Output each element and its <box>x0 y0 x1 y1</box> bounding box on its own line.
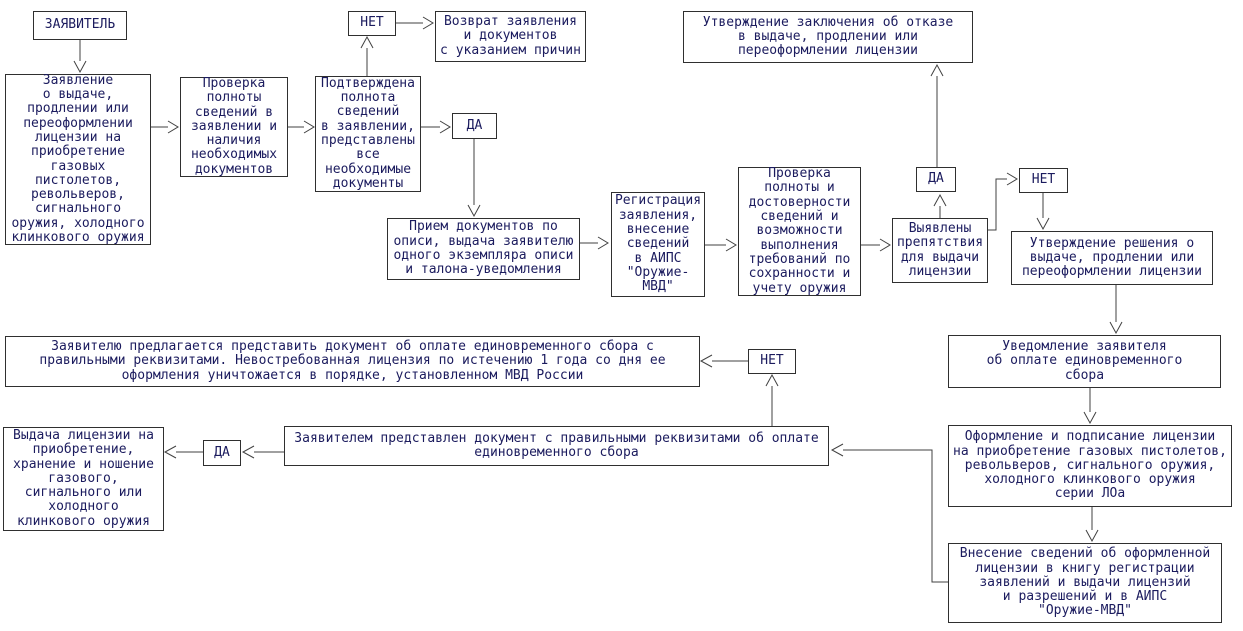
connector-presented-no3 <box>766 375 778 426</box>
node-return-docs: Возврат заявления и документов с указанием причин <box>435 11 586 62</box>
node-issue-license: Выдача лицензии на приобретение, хранение и ношение газового, сигнального или холодного клинкового оружия <box>3 427 164 531</box>
connector-yes1-receive <box>468 139 480 216</box>
connector-check-confirmed <box>288 121 314 133</box>
connector-confirmed-yes1 <box>421 121 450 133</box>
connector-registration-accuracy <box>705 239 736 251</box>
connector-accuracy-obstacles <box>861 239 890 251</box>
node-yes-label-1: ДА <box>452 113 497 139</box>
connector-receive-registration <box>580 237 608 249</box>
connector-application-check <box>151 121 178 133</box>
node-issue-approval: Утверждение решения о выдаче, продлении или переоформлении лицензии <box>1011 231 1213 285</box>
node-offer-payment: Заявителю предлагается представить документ об оплате единовременного сбора с правильными реквизитами. Невостребованная лицензия по истечению 1 года со дня ее оформления уничтожается в порядке, установленном МВД России <box>5 336 700 387</box>
node-no-label-1: НЕТ <box>348 11 396 36</box>
connector-license-prep-record <box>1086 507 1098 541</box>
connector-notify-license-prep <box>1084 388 1096 423</box>
connector-obstacles-yes2 <box>934 195 946 218</box>
node-record-license: Внесение сведений об оформленной лицензии в книгу регистрации заявлений и выдачи лицензий и разрешений и в АИПС "Оружие-МВД" <box>948 543 1222 623</box>
node-check-accuracy: Проверка полноты и достоверности сведений и возможности выполнения требований по сохранности и учету оружия <box>738 167 861 296</box>
node-receive-docs: Прием документов по описи, выдача заявителю одного экземпляра описи и талона-уведомления <box>387 218 580 280</box>
node-check-completeness: Проверка полноты сведений в заявлении и наличия необходимых документов <box>180 77 288 177</box>
node-notify-payment: Уведомление заявителя об оплате единовременного сбора <box>948 335 1221 388</box>
node-applicant: ЗАЯВИТЕЛЬ <box>33 11 127 40</box>
node-license-prep: Оформление и подписание лицензии на приобретение газовых пистолетов, револьверов, сигнального оружия, холодного клинкового оружия серии ЛОа <box>948 425 1232 507</box>
node-confirmed: Подтверждена полнота сведений в заявлении, представлены все необходимые документы <box>315 76 421 192</box>
node-registration: Регистрация заявления, внесение сведений в АИПС "Оружие- МВД" <box>611 192 705 297</box>
node-obstacles: Выявлены препятствия для выдачи лицензии <box>892 218 988 283</box>
node-refusal-approval: Утверждение заключения об отказе в выдаче, продлении или переоформлении лицензии <box>683 11 973 63</box>
node-no-label-2: НЕТ <box>1019 168 1068 193</box>
connector-issue-approval-notify <box>1110 285 1122 333</box>
node-application: Заявление о выдаче, продлении или переоформлении лицензии на приобретение газовых пистолетов, револьверов, сигнального оружия, холодного клинкового оружия <box>5 74 151 245</box>
node-yes-label-2: ДА <box>916 167 956 192</box>
node-presented-doc: Заявителем представлен документ с правильными реквизитами об оплате единовременного сбора <box>284 426 829 466</box>
connector-applicant-application <box>74 40 86 72</box>
node-no-label-3: НЕТ <box>748 349 796 374</box>
connector-no3-offer <box>701 355 748 367</box>
connector-no1-return <box>396 17 433 29</box>
connector-yes2-refusal <box>931 65 943 167</box>
connector-confirmed-no1 <box>361 37 373 76</box>
connector-presented-yes3 <box>243 446 284 458</box>
connector-record-presented <box>832 444 948 582</box>
connector-no2-issue-approval <box>1037 193 1049 229</box>
connector-yes3-issue-license <box>165 446 203 458</box>
node-yes-label-3: ДА <box>203 440 241 466</box>
connector-obstacles-no2 <box>988 173 1017 230</box>
